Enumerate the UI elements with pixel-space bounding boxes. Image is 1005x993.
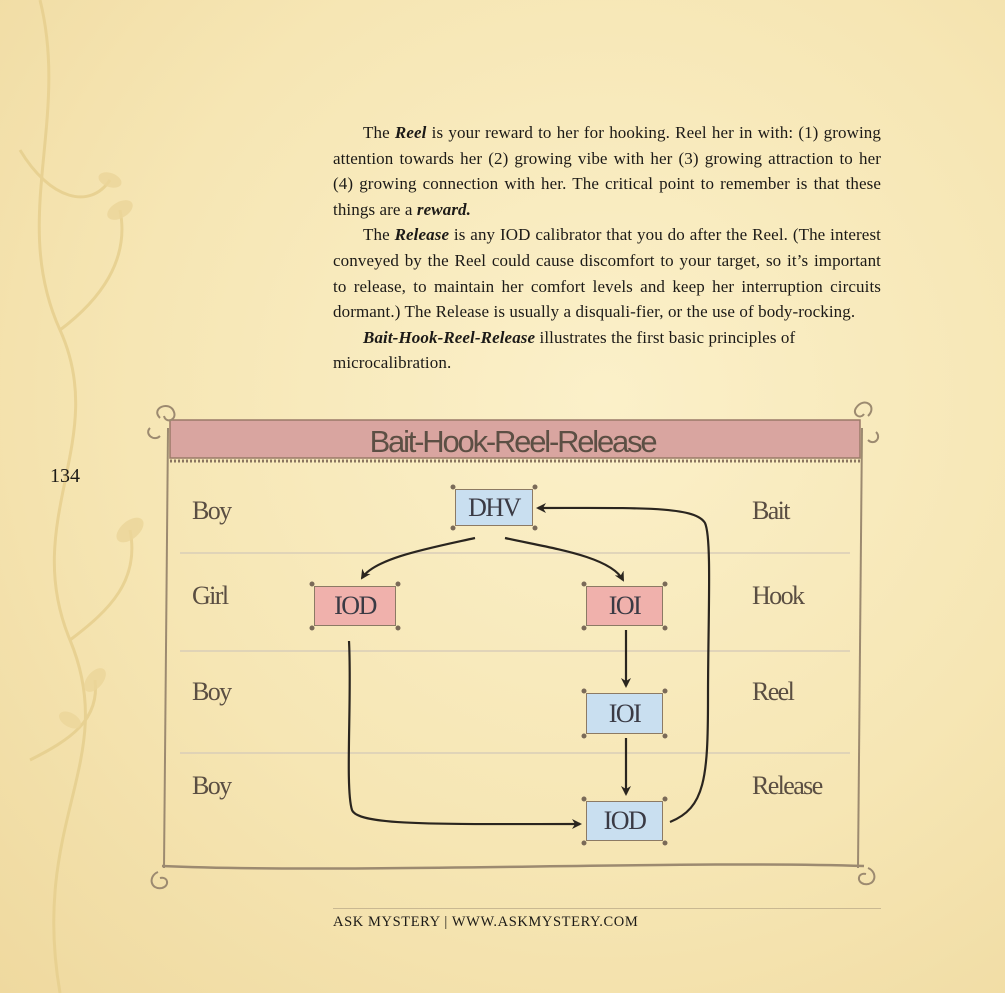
paragraph-2: The Release is any IOD calibrator that you do after the Reel. (The interest conveyed by the Reel could cause discomfort to your target, so it’s important to release, to maintain her comfort levels and keep her interruption circuits dormant.) The Release is usually a disquali-fier, or the use of body-rocking. xyxy=(333,225,881,322)
left-label-row-2: Girl xyxy=(192,581,228,610)
arrow-iod-back-to-dhv xyxy=(538,508,709,822)
right-label-release: Release xyxy=(752,771,822,800)
node-iod-release: IOD xyxy=(586,801,663,841)
node-ioi-reel: IOI xyxy=(586,693,663,734)
term-bait-hook-reel-release: Bait-Hook-Reel-Release xyxy=(363,327,536,347)
footer-rule xyxy=(333,908,881,909)
arrow-dhv-to-ioi xyxy=(505,538,623,580)
right-label-hook: Hook xyxy=(752,581,804,610)
paragraph-3: Bait-Hook-Reel-Release illustrates the first basic principles of microcalibration. xyxy=(333,327,796,373)
body-text xyxy=(333,120,881,376)
node-dhv: DHV xyxy=(455,489,533,526)
term-reward: reward. xyxy=(416,199,471,219)
left-label-row-4: Boy xyxy=(192,771,231,800)
term-release: Release xyxy=(394,225,450,245)
arrow-iod-to-iod xyxy=(349,641,580,824)
right-label-reel: Reel xyxy=(752,677,794,706)
diagram-frame xyxy=(140,398,885,893)
page-number: 134 xyxy=(50,465,80,487)
arrow-dhv-to-iod xyxy=(362,538,475,578)
right-label-bait: Bait xyxy=(752,496,789,525)
node-iod-girl: IOD xyxy=(314,586,396,626)
footer: ASK MYSTERY | WWW.ASKMYSTERY.COM xyxy=(333,914,639,930)
node-ioi-hook: IOI xyxy=(586,586,663,626)
diagram-title: Bait-Hook-Reel-Release xyxy=(369,424,656,459)
left-label-row-1: Boy xyxy=(192,496,231,525)
paragraph-1: The Reel is your reward to her for hooking. Reel her in with: (1) growing attention towards her (2) growing vibe with her (3) growing attraction to her (4) growing connection with her. The critical point to remember is that these things are a reward. xyxy=(333,123,881,219)
bait-hook-reel-release-diagram xyxy=(140,398,885,893)
left-label-row-3: Boy xyxy=(192,677,231,706)
term-reel: Reel xyxy=(394,123,427,142)
